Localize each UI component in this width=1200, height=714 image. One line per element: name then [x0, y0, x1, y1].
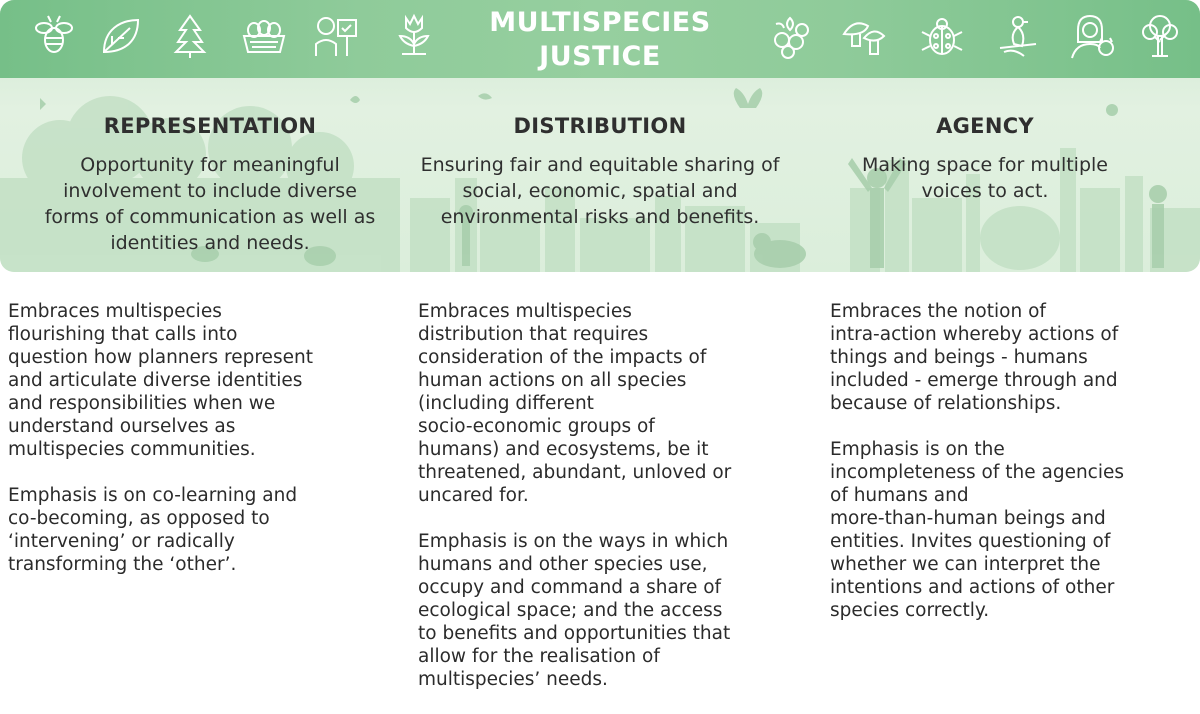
subtitle-line: involvement to include diverse [63, 180, 357, 202]
text-line: human actions on all species [418, 370, 687, 391]
mushroom-icon [840, 12, 888, 60]
title-line-2: JUSTICE [539, 41, 661, 72]
text-line: things and beings - humans [830, 347, 1088, 368]
subtitle-line: Making space for multiple [862, 154, 1108, 176]
paragraph [8, 484, 393, 576]
text-line: threatened, abundant, unloved or [418, 462, 732, 483]
text-line: incompleteness of the agencies [830, 462, 1125, 483]
paragraph [830, 438, 1195, 622]
subtitle-agency [830, 152, 1140, 204]
text-line: and articulate diverse identities [8, 370, 303, 391]
subtitle-line: voices to act. [921, 180, 1049, 202]
text-line: because of relationships. [830, 393, 1062, 414]
subtitle-line: forms of communication as well as [44, 206, 376, 228]
text-line: Embraces multispecies [8, 301, 222, 322]
paragraph [418, 300, 813, 507]
text-line: transforming the ‘other’. [8, 554, 237, 575]
bee-icon [30, 12, 78, 60]
text-line: flourishing that calls into [8, 324, 238, 345]
text-line: Emphasis is on co-learning and [8, 485, 298, 506]
text-line: more-than-human beings and [830, 508, 1106, 529]
text-line: species correctly. [830, 600, 990, 621]
page-title [450, 6, 750, 74]
subtitle-line: environmental risks and benefits. [440, 206, 760, 228]
body-representation [8, 300, 393, 599]
text-line: occupy and command a share of [418, 577, 722, 598]
title-line-1: MULTISPECIES [489, 7, 711, 38]
text-line: Embraces the notion of [830, 301, 1046, 322]
text-line: Emphasis is on the ways in which [418, 531, 729, 552]
text-line: Emphasis is on the [830, 439, 1005, 460]
text-line: question how planners represent [8, 347, 313, 368]
text-line: understand ourselves as [8, 416, 236, 437]
body-distribution [418, 300, 813, 714]
beetle-icon [918, 12, 966, 60]
paragraph [418, 530, 813, 691]
text-line: consideration of the impacts of [418, 347, 707, 368]
text-line: ‘intervening’ or radically [8, 531, 235, 552]
tulip-icon [390, 12, 438, 60]
text-line: Embraces multispecies [418, 301, 632, 322]
heading-representation: REPRESENTATION [103, 114, 317, 138]
subtitle-line: identities and needs. [110, 232, 310, 254]
text-line: allow for the realisation of [418, 646, 660, 667]
text-line: multispecies’ needs. [418, 669, 608, 690]
text-line: humans and other species use, [418, 554, 708, 575]
heading-distribution: DISTRIBUTION [513, 114, 687, 138]
egg-basket-icon [240, 12, 288, 60]
text-line: to benefits and opportunities that [418, 623, 731, 644]
subtitle-representation [10, 152, 410, 256]
text-line: socio-economic groups of [418, 416, 655, 437]
text-line: and responsibilities when we [8, 393, 276, 414]
paragraph [830, 300, 1195, 415]
subtitle-line: Opportunity for meaningful [80, 154, 340, 176]
text-line: uncared for. [418, 485, 529, 506]
person-with-pet-icon [1068, 12, 1116, 60]
text-line: co-becoming, as opposed to [8, 508, 270, 529]
subtitle-line: social, economic, spatial and [462, 180, 738, 202]
text-line: included - emerge through and [830, 370, 1118, 391]
body-agency [830, 300, 1195, 645]
subtitle-distribution [390, 152, 810, 230]
text-line: (including different [418, 393, 594, 414]
text-line: entities. Invites questioning of [830, 531, 1111, 552]
text-line: humans) and ecosystems, be it [418, 439, 709, 460]
subtitle-line: Ensuring fair and equitable sharing of [420, 154, 780, 176]
paragraph [8, 300, 393, 461]
text-line: multispecies communities. [8, 439, 256, 460]
text-line: intra-action whereby actions of [830, 324, 1119, 345]
berries-icon [766, 12, 814, 60]
text-line: ecological space; and the access [418, 600, 723, 621]
text-line: intentions and actions of other [830, 577, 1115, 598]
person-with-sign-icon [312, 12, 360, 60]
text-line: distribution that requires [418, 324, 649, 345]
tree-icon [1136, 12, 1184, 60]
heading-agency: AGENCY [936, 114, 1034, 138]
pine-tree-icon [166, 12, 214, 60]
text-line: of humans and [830, 485, 969, 506]
bird-on-branch-icon [994, 12, 1042, 60]
text-line: whether we can interpret the [830, 554, 1101, 575]
leaf-icon [96, 12, 144, 60]
